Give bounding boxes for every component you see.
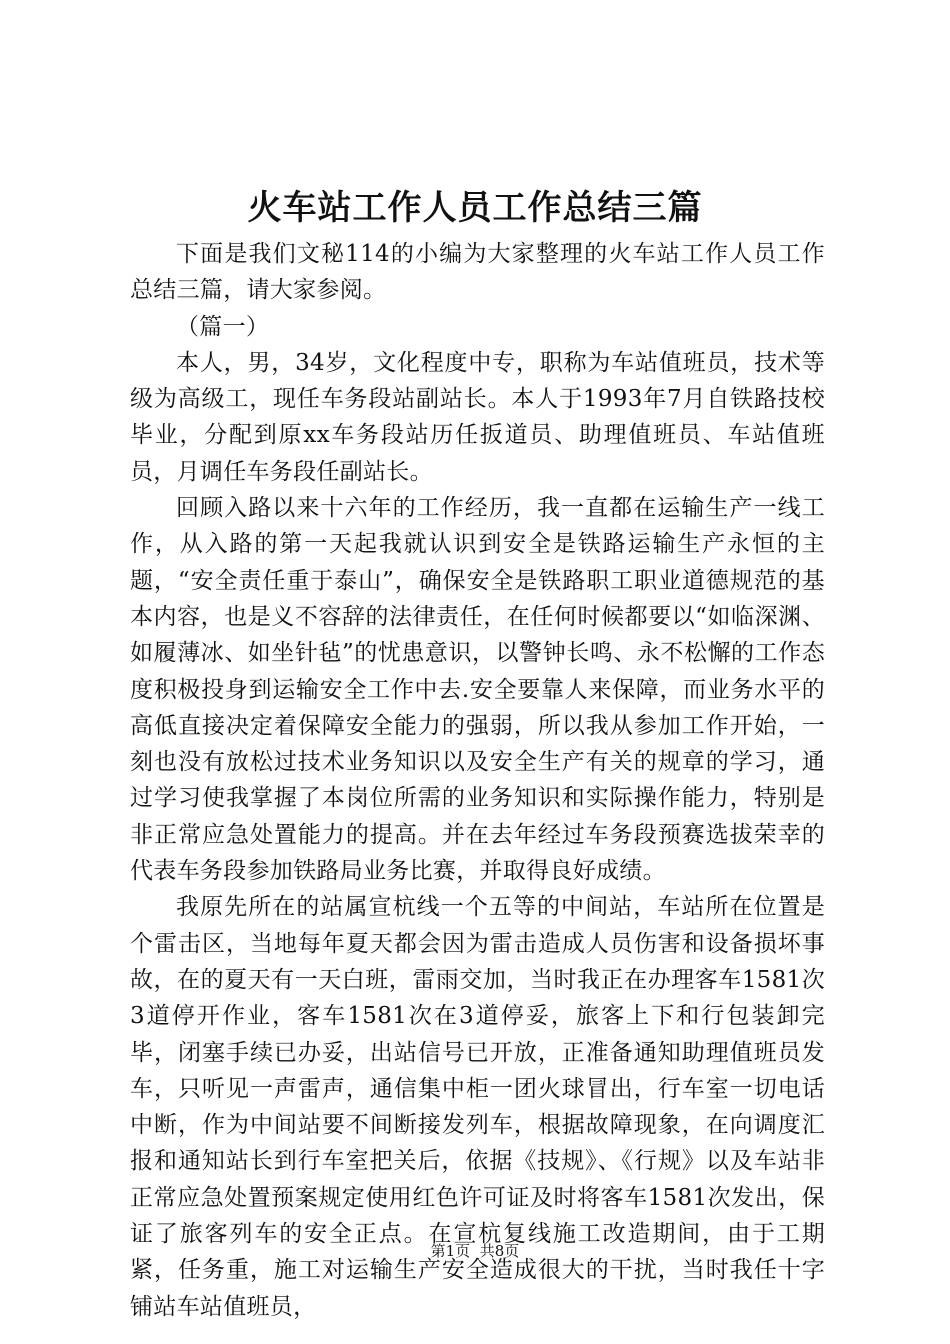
paragraph-intro: 下面是我们文秘114的小编为大家整理的火车站工作人员工作总结三篇，请大家参阅。 — [130, 241, 825, 304]
document-title: 火车站工作人员工作总结三篇 — [247, 188, 703, 228]
paragraph-section-heading: （篇一） — [176, 313, 270, 340]
page-total: 共8页 — [479, 1242, 520, 1260]
page-number: 第1页 — [430, 1242, 471, 1260]
paragraph-self-introduction: 本人，男，34岁，文化程度中专，职称为车站值班员，技术等级为高级工，现任车务段站副站长。本人于1993年7月自铁路技校毕业，分配到原xx车务段站历任扳道员、助理值班员、车站值班员，月调任车务段任副站长。 — [130, 349, 825, 485]
paragraph-station-incident: 我原先所在的站属宣杭线一个五等的中间站，车站所在位置是个雷击区，当地每年夏天都会因为雷击造成人员伤害和设备损坏事故，在的夏天有一天白班，雷雨交加，当时我正在办理客车1581次3道停开作业，客车1581次在3道停妥，旅客上下和行包装卸完毕，闭塞手续已办妥，出站信号已开放，正准备通知助理值班员发车，只听见一声雷声，通信集中柜一团火球冒出，行车室一切电话中断，作为中间站要不间断接发列车，根据故障现象，在向调度汇报和通知站长到行车室把关后，依据《技规》、《行规》以及车站非正常应急处置预案规定使用红色许可证及时将客车1581次发出，保证了旅客列车的安全正点。在宣杭复线施工改造期间，由于工期紧，任务重，施工对运输生产安全造成很大的干扰，当时我任十字铺站车站值班员， — [130, 894, 825, 1320]
paragraph-work-review: 回顾入路以来十六年的工作经历，我一直都在运输生产一线工作，从入路的第一天起我就认识到安全是铁路运输生产永恒的主题，“安全责任重于泰山”，确保安全是铁路职工职业道德规范的基本内容，也是义不容辞的法律责任，在任何时候都要以“如临深渊、如履薄冰、如坐针毡”的忧患意识，以警钟长鸣、永不松懈的工作态度积极投身到运输安全工作中去.安全要靠人来保障，而业务水平的高低直接决定着保障安全能力的强弱，所以我从参加工作开始，一刻也没有放松过技术业务知识以及安全生产有关的规章的学习，通过学习使我掌握了本岗位所需的业务知识和实际操作能力，特别是非正常应急处置能力的提高。并在去年经过车务段预赛选拔荣幸的代表车务段参加铁路局业务比赛，并取得良好成绩。 — [130, 495, 825, 885]
page-footer — [0, 1240, 950, 1262]
document-body — [130, 236, 825, 1325]
